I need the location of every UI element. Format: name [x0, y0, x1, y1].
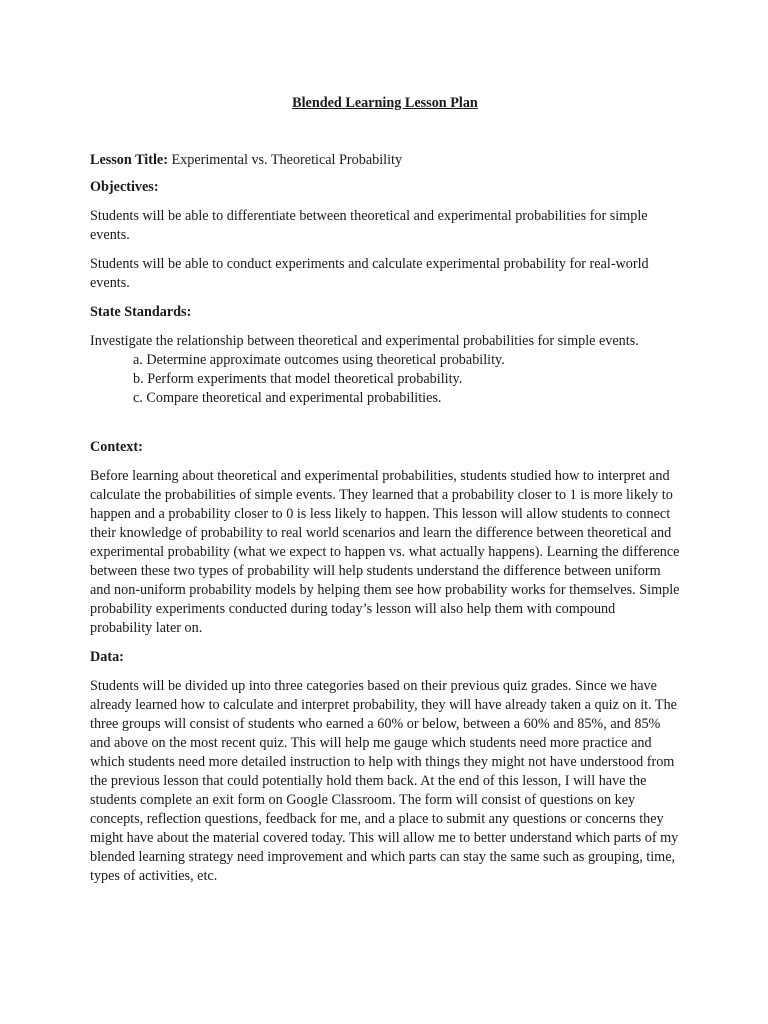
standards-item: b. Perform experiments that model theoretical probability.: [133, 371, 463, 387]
standards-list: [90, 351, 680, 408]
standards-item: a. Determine approximate outcomes using theoretical probability.: [133, 352, 505, 368]
standards-heading: State Standards:: [90, 304, 192, 320]
objective-item: Students will be able to conduct experiments and calculate experimental probability for real-world events.: [90, 256, 649, 291]
context-heading: Context:: [90, 439, 143, 455]
lesson-title-value: Experimental vs. Theoretical Probability: [171, 152, 403, 168]
lesson-title-label: Lesson Title:: [90, 152, 168, 168]
standards-intro: Investigate the relationship between theoretical and experimental probabilities for simple events.: [90, 333, 639, 349]
objective-item: Students will be able to differentiate between theoretical and experimental probabilities for simple events.: [90, 208, 648, 243]
context-paragraph: Before learning about theoretical and experimental probabilities, students studied how to interpret and calculate the probabilities of simple events. They learned that a probability closer to 1 is more likely to happen and a probability closer to 0 is less likely to happen. This lesson will allow students to connect their knowledge of probability to real world scenarios and learn the difference between theoretical and experimental probability (what we expect to happen vs. what actually happens). Learning the difference between these two types of probability will help students understand the difference between uniform and non-uniform probability models by helping them see how probability works for themselves. Simple probability experiments conducted during today’s lesson will also help them with compound probability later on.: [90, 468, 680, 636]
data-paragraph: Students will be divided up into three categories based on their previous quiz grades. Since we have already learned how to calculate and interpret probability, they will have already taken a quiz on it. The three groups will consist of students who earned a 60% or below, between a 60% and 85%, and 85% and above on the most recent quiz. This will help me gauge which students need more practice and which students need more detailed instruction to help with things they might not have understood from the previous lesson that could potentially hold them back. At the end of this lesson, I will have the students complete an exit form on Google Classroom. The form will consist of questions on key concepts, reflection questions, feedback for me, and a place to submit any questions or concerns they might have about the material covered today. This will allow me to better understand which parts of my blended learning strategy need improvement and which parts can stay the same such as grouping, time, types of activities, etc.: [90, 678, 679, 884]
document-page: [90, 94, 680, 896]
data-heading: Data:: [90, 649, 124, 665]
lesson-title-line: [90, 151, 680, 170]
objectives-heading: Objectives:: [90, 179, 159, 195]
document-title: Blended Learning Lesson Plan: [292, 95, 478, 111]
standards-item: c. Compare theoretical and experimental probabilities.: [133, 390, 442, 406]
